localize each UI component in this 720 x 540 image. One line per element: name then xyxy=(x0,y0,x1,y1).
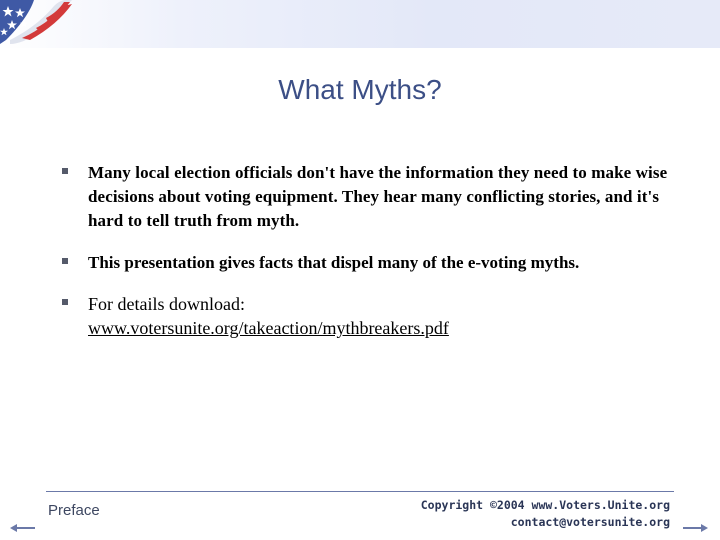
bullet-item xyxy=(62,251,682,275)
square-bullet-icon xyxy=(62,258,68,264)
copyright-text: Copyright ©2004 www.Voters.Unite.org xyxy=(420,498,670,512)
square-bullet-icon xyxy=(62,168,68,174)
mythbreakers-pdf-link[interactable]: www.votersunite.org/takeaction/mythbreakers.pdf xyxy=(88,318,449,338)
bullet-item xyxy=(62,292,682,340)
bullet-list xyxy=(62,161,682,340)
slide-title: What Myths? xyxy=(278,74,442,105)
contact-email: contact@votersunite.org xyxy=(510,515,670,529)
flag-stars-logo-icon xyxy=(0,0,80,48)
square-bullet-icon xyxy=(62,299,68,305)
previous-slide-arrow-icon[interactable] xyxy=(10,522,36,534)
bullet-text: For details download: xyxy=(88,294,245,314)
next-slide-arrow-icon[interactable] xyxy=(682,522,708,534)
header-band xyxy=(0,0,720,48)
footer-credits xyxy=(421,497,670,531)
footer-section-label: Preface xyxy=(48,502,100,519)
bullet-item xyxy=(62,161,682,233)
bullet-text: Many local election officials don't have the information they need to make wise decisions about voting equipment. They hear many conflicting stories, and it's hard to tell truth from myth. xyxy=(88,163,668,230)
footer-divider xyxy=(46,491,674,492)
bullet-text: This presentation gives facts that dispel many of the e-voting myths. xyxy=(88,253,580,272)
